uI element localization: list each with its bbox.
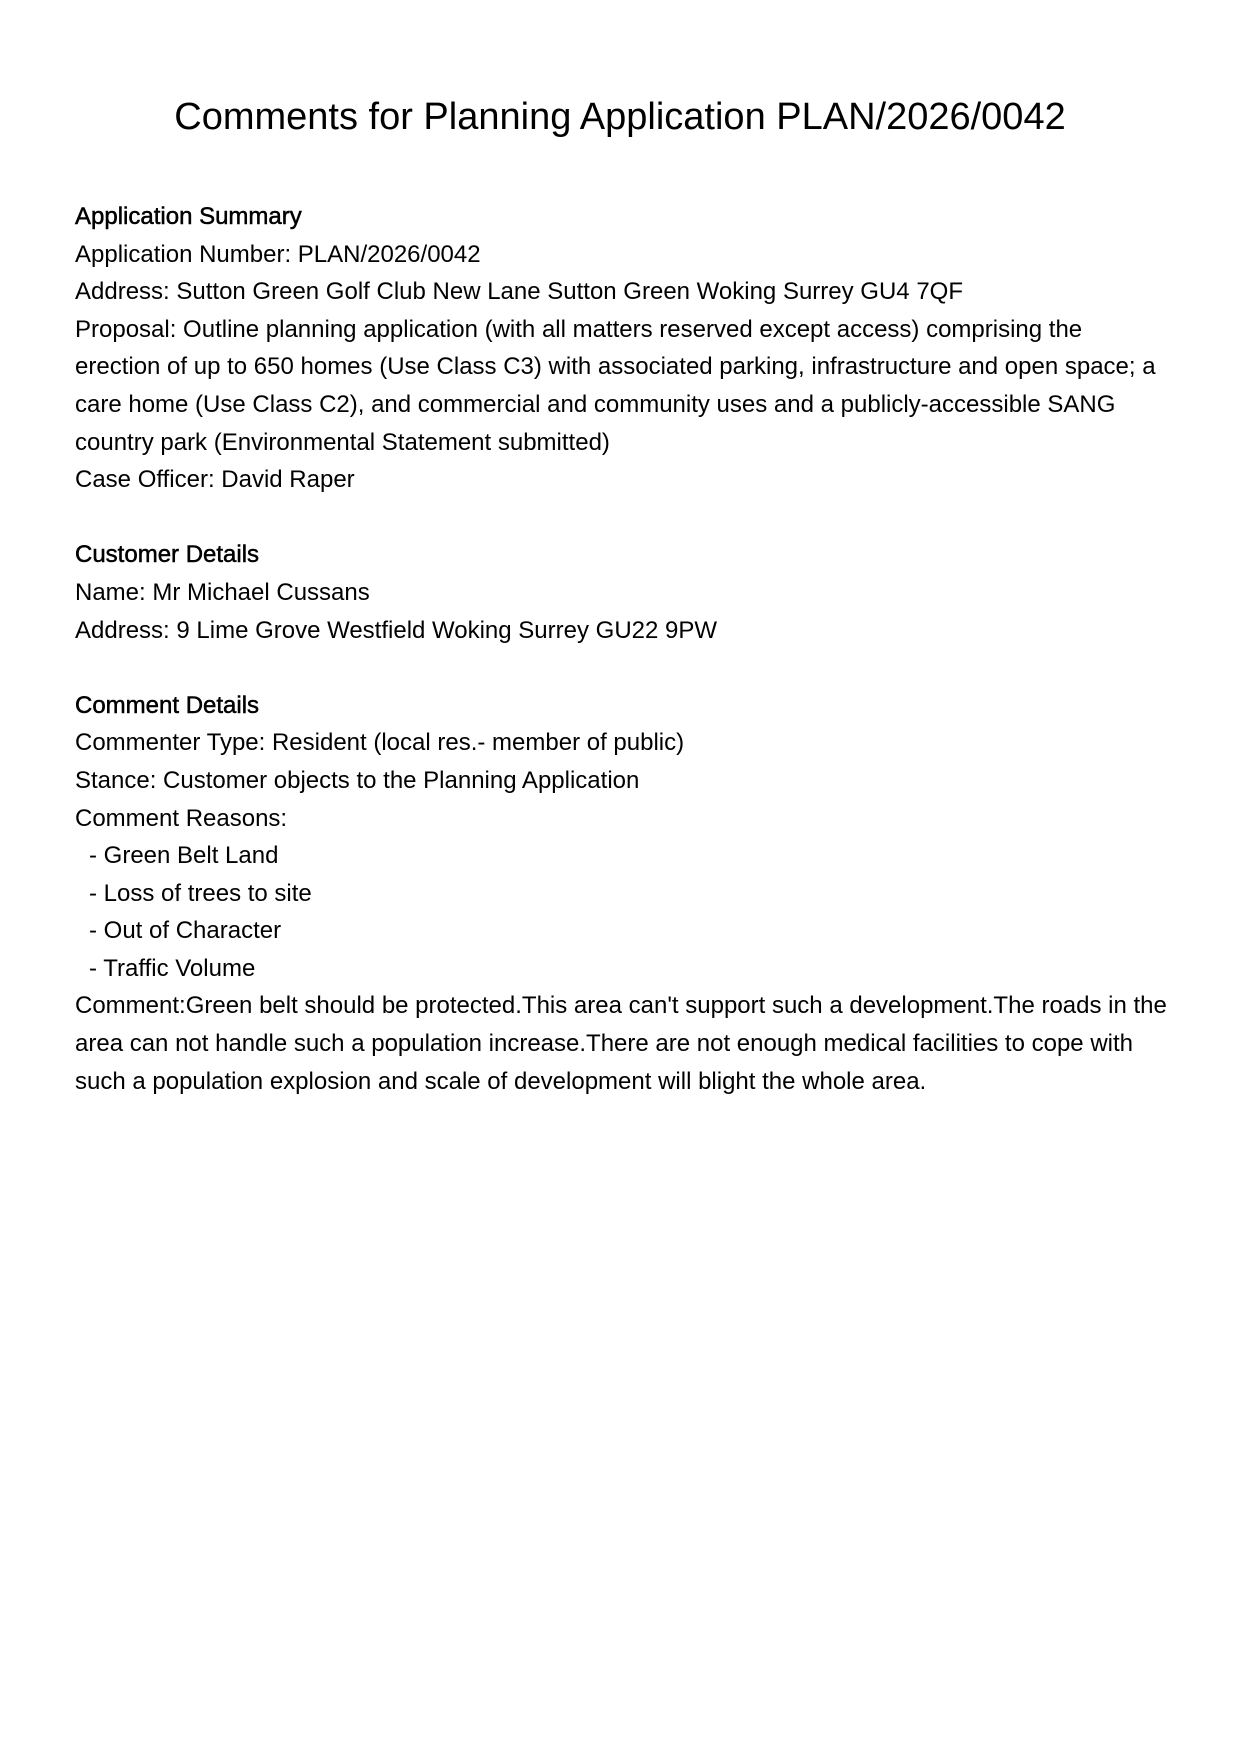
comment-reason-item: - Traffic Volume	[89, 954, 256, 982]
application-summary-heading: Application Summary	[75, 203, 302, 230]
stance: Stance: Customer objects to the Planning Application	[75, 766, 640, 794]
customer-details-section	[75, 536, 1170, 649]
customer-name: Name: Mr Michael Cussans	[75, 578, 370, 606]
application-summary-section	[75, 198, 1170, 499]
customer-details-heading: Customer Details	[75, 541, 260, 569]
page-title: Comments for Planning Application PLAN/2026/0042	[174, 96, 1066, 138]
commenter-type: Commenter Type: Resident (local res.- member of public)	[75, 729, 685, 757]
comment-reason-item: - Loss of trees to site	[89, 879, 312, 907]
comment-details-heading: Comment Details	[75, 691, 260, 719]
application-address: Address: Sutton Green Golf Club New Lane Sutton Green Woking Surrey GU4 7QF	[75, 278, 963, 306]
application-number: Application Number: PLAN/2026/0042	[75, 240, 481, 268]
comment-text: Comment:Green belt should be protected.This area can't support such a development.The roads in the area can not handle such a population increase.There are not enough medical facilities to cope with such a population explosion and scale of development will blight the whole area.	[75, 992, 1167, 1095]
comment-details-section	[75, 687, 1170, 1101]
customer-address: Address: 9 Lime Grove Westfield Woking Surrey GU22 9PW	[75, 616, 718, 644]
application-proposal: Proposal: Outline planning application (with all matters reserved except access) comprising the erection of up to 650 homes (Use Class C3) with associated parking, infrastructure and open space; a care home (Use Class C2), and commercial and community uses and a publicly-accessible SANG country park (Environmental Statement submitted)	[75, 315, 1156, 456]
document-body	[75, 198, 1170, 1138]
comment-reason-item: - Green Belt Land	[89, 842, 279, 870]
comment-reason-item: - Out of Character	[89, 917, 282, 945]
comment-reasons-label: Comment Reasons:	[75, 804, 288, 832]
comment-reasons-list	[75, 837, 1170, 987]
case-officer: Case Officer: David Raper	[75, 466, 355, 494]
